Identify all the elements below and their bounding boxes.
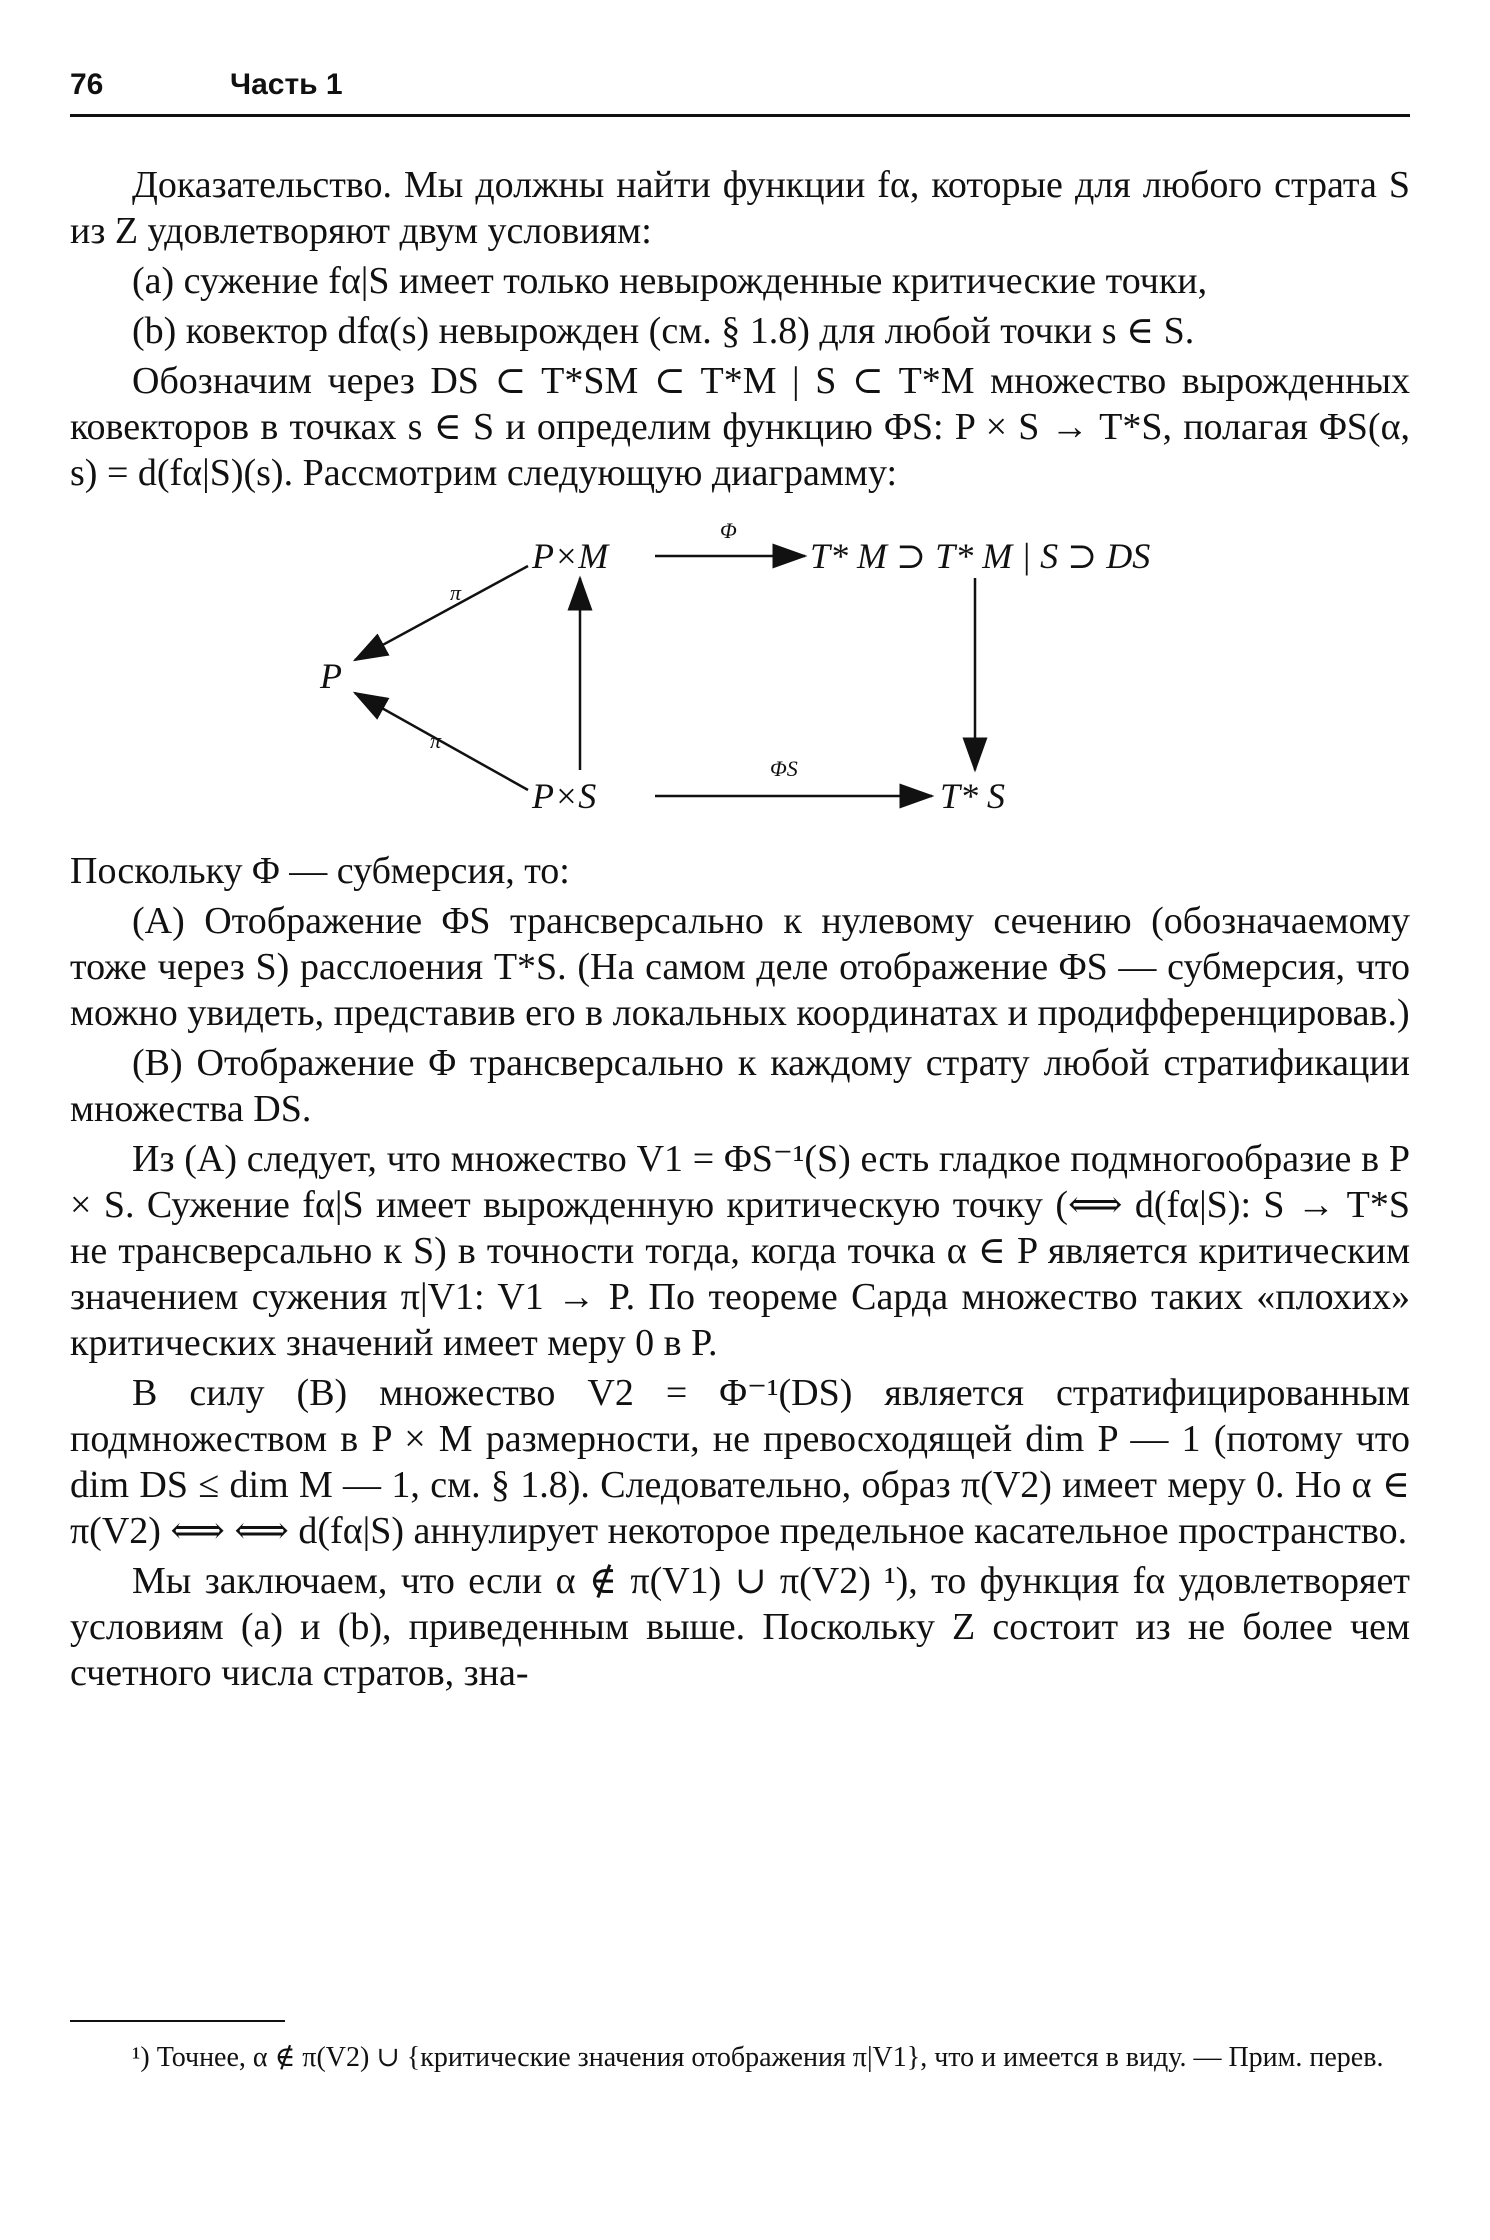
paragraph-submersion: Поскольку Φ — субмерсия, то: <box>70 850 570 892</box>
node-p: P <box>320 656 342 696</box>
label-pi-upper: π <box>450 580 462 605</box>
paragraph-from-b: В силу (B) множество V2 = Φ⁻¹(DS) является стратифицированным подмножеством в P × M размерности, не превосходящей dim P — 1 (потому что dim DS ≤ dim M — 1, см. § 1.8). Следовательно, образ π(V2) имеет меру 0. Но α ∈ π(V2) ⟺ ⟺ d(fα|S) аннулирует некоторое предельное касательное пространство. <box>70 1372 1410 1552</box>
statement-b: (B) Отображение Φ трансверсально к каждому страту любой стратификации множества DS. <box>70 1042 1410 1130</box>
paragraph-notation: Обозначим через DS ⊂ T*SM ⊂ T*M | S ⊂ T*M множество вырожденных ковекторов в точках s ∈ S и определим функцию ΦS: P × S → T*S, полагая ΦS(α, s) = d(fα|S)(s). Рассмотрим следующую диаграмму: <box>70 360 1410 494</box>
node-tstar-m-chain: T* M ⊃ T* M | S ⊃ DS <box>810 536 1151 576</box>
book-page <box>70 0 1410 2240</box>
condition-a: (a) сужение fα|S имеет только невырожденные критические точки, <box>132 260 1208 302</box>
arrow-pi-lower <box>355 693 528 790</box>
node-p-x-s: P×S <box>532 776 597 816</box>
statement-a: (A) Отображение ΦS трансверсально к нулевому сечению (обозначаемому тоже через S) расслоения T*S. (На самом деле отображение ΦS — субмерсия, что можно увидеть, представив его в локальных координатах и продифференцировав.) <box>70 900 1410 1034</box>
paragraph-conclusion: Мы заключаем, что если α ∉ π(V1) ∪ π(V2) ¹), то функция fα удовлетворяет условиям (a) и (b), приведенным выше. Поскольку Z состоит из не более чем счетного числа стратов, зна- <box>70 1560 1410 1694</box>
paragraph-from-a: Из (A) следует, что множество V1 = ΦS⁻¹(S) есть гладкое подмногообразие в P × S. Сужение fα|S имеет вырожденную критическую точку (⟺ d(fα|S): S → T*S не трансверсально к S) в точности тогда, когда точка α ∈ P является критическим значением сужения π|V1: V1 → P. По теореме Сарда множество таких «плохих» критических значений имеет меру 0 в P. <box>70 1138 1410 1364</box>
node-p-x-m: P×M <box>532 536 609 576</box>
label-pi-lower: π <box>430 728 442 753</box>
header-rule <box>70 114 1410 117</box>
arrow-pi-upper <box>355 566 528 660</box>
label-phi-s: ΦS <box>770 756 798 781</box>
page-body <box>70 162 1410 1700</box>
proof-intro: Доказательство. Мы должны найти функции fα, которые для любого страта S из Z удовлетворяют двум условиям: <box>70 164 1410 252</box>
condition-b: (b) ковектор dfα(s) невырожден (см. § 1.8) для любой точки s ∈ S. <box>132 310 1195 352</box>
node-tstar-s: T* S <box>940 776 1006 816</box>
label-phi: Φ <box>720 518 737 543</box>
part-title: Часть 1 <box>230 68 343 101</box>
footnote-rule <box>70 2020 285 2022</box>
page-number: 76 <box>70 68 104 101</box>
footnote-text: ¹) Точнее, α ∉ π(V2) ∪ {критические значения отображения π|V1}, что и имеется в виду. — Прим. перев. <box>132 2042 1384 2073</box>
commutative-diagram <box>70 518 1410 818</box>
running-header <box>70 60 1410 110</box>
footnote <box>70 2040 1410 2080</box>
